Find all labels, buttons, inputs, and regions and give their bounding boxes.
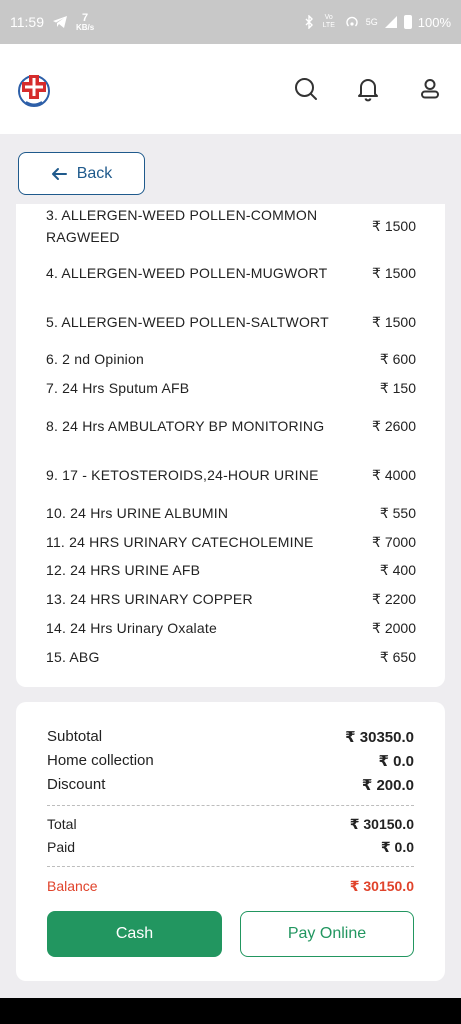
- signal-icon: [384, 15, 398, 29]
- status-bar: [0, 0, 461, 44]
- test-name: 13. 24 HRS URINARY COPPER: [46, 591, 253, 607]
- test-price: ₹ 2600: [372, 417, 416, 434]
- status-time: 11:59: [10, 14, 44, 30]
- divider: [47, 866, 414, 867]
- discount-row: [47, 776, 414, 794]
- test-price: ₹ 650: [379, 648, 416, 665]
- test-name: 10. 24 Hrs URINE ALBUMIN: [46, 505, 229, 521]
- list-item: [46, 377, 416, 399]
- home-collection-row: [47, 752, 414, 770]
- test-price: ₹ 150: [379, 379, 416, 396]
- total-label: Total: [47, 816, 77, 832]
- subtotal-row: [47, 728, 414, 746]
- test-name: 11. 24 HRS URINARY CATECHOLEMINE: [46, 534, 314, 550]
- test-name: 7. 24 Hrs Sputum AFB: [46, 380, 190, 396]
- subtotal-label: Subtotal: [47, 728, 103, 745]
- main-content: [0, 134, 461, 998]
- discount-value: ₹ 200.0: [361, 777, 414, 794]
- list-item: [46, 404, 416, 448]
- telegram-icon: [52, 15, 68, 29]
- test-name: 9. 17 - KETOSTEROIDS,24-HOUR URINE: [46, 467, 319, 483]
- app-header: [0, 44, 461, 134]
- payment-summary: [16, 702, 445, 981]
- test-name: 12. 24 HRS URINE AFB: [46, 562, 201, 578]
- user-icon[interactable]: [417, 76, 443, 102]
- balance-label: Balance: [47, 878, 98, 894]
- discount-label: Discount: [47, 776, 106, 793]
- list-item: [46, 204, 416, 248]
- test-price: ₹ 7000: [372, 533, 416, 550]
- paid-label: Paid: [47, 839, 76, 855]
- home-collection-value: ₹ 0.0: [378, 753, 414, 770]
- list-item: [46, 348, 416, 370]
- battery-level: 100%: [417, 14, 451, 30]
- list-item: [46, 453, 416, 497]
- home-collection-label: Home collection: [47, 752, 154, 769]
- test-price: ₹ 4000: [372, 466, 416, 483]
- signal-5g-label: 5G: [365, 17, 378, 27]
- back-button-label: Back: [76, 164, 113, 182]
- test-name: 14. 24 Hrs Urinary Oxalate: [46, 620, 217, 636]
- hotspot-icon: [344, 15, 360, 29]
- bell-icon[interactable]: [355, 76, 381, 102]
- cash-button[interactable]: Cash: [47, 911, 222, 957]
- test-name: 6. 2 nd Opinion: [46, 351, 144, 367]
- test-name: 5. ALLERGEN-WEED POLLEN-SALTWORT: [46, 314, 329, 330]
- test-price: ₹ 1500: [372, 264, 416, 281]
- test-price: ₹ 2200: [372, 590, 416, 607]
- test-price: ₹ 550: [379, 504, 416, 521]
- arrow-left-icon: [51, 167, 67, 181]
- balance-value: ₹ 30150.0: [349, 878, 414, 894]
- total-row: [47, 816, 414, 833]
- test-price: ₹ 1500: [372, 313, 416, 330]
- list-item: [46, 300, 416, 344]
- test-name: 4. ALLERGEN-WEED POLLEN-MUGWORT: [46, 265, 328, 281]
- bluetooth-icon: [304, 15, 314, 29]
- test-price: ₹ 1500: [372, 217, 416, 234]
- system-nav-bar: [0, 998, 461, 1024]
- list-item: [46, 502, 416, 524]
- volte-label: Vo LTE: [322, 14, 335, 29]
- medical-cross-logo: [14, 69, 54, 109]
- divider: [47, 805, 414, 806]
- test-name: 8. 24 Hrs AMBULATORY BP MONITORING: [46, 418, 325, 434]
- test-price: ₹ 2000: [372, 619, 416, 636]
- subtotal-value: ₹ 30350.0: [345, 729, 414, 746]
- list-item: [46, 531, 416, 553]
- network-speed: [76, 13, 94, 32]
- test-price: ₹ 600: [379, 350, 416, 367]
- paid-value: ₹ 0.0: [380, 839, 414, 855]
- network-speed-unit: KB/s: [76, 22, 95, 32]
- battery-icon: [404, 15, 412, 29]
- network-speed-value: 7: [82, 11, 89, 24]
- test-price: ₹ 400: [379, 561, 416, 578]
- test-name: 15. ABG: [46, 649, 100, 665]
- total-value: ₹ 30150.0: [349, 816, 414, 832]
- list-item: [46, 559, 416, 581]
- balance-row: [47, 878, 414, 895]
- list-item: [46, 588, 416, 610]
- test-list[interactable]: [16, 204, 445, 687]
- list-item: [46, 617, 416, 639]
- back-button[interactable]: [18, 152, 145, 195]
- test-name: 3. ALLERGEN-WEED POLLEN-COMMON RAGWEED: [46, 207, 318, 245]
- list-item: [46, 251, 416, 295]
- search-icon[interactable]: [293, 76, 319, 102]
- paid-row: [47, 839, 414, 856]
- pay-online-button[interactable]: Pay Online: [240, 911, 414, 957]
- list-item: [46, 646, 416, 668]
